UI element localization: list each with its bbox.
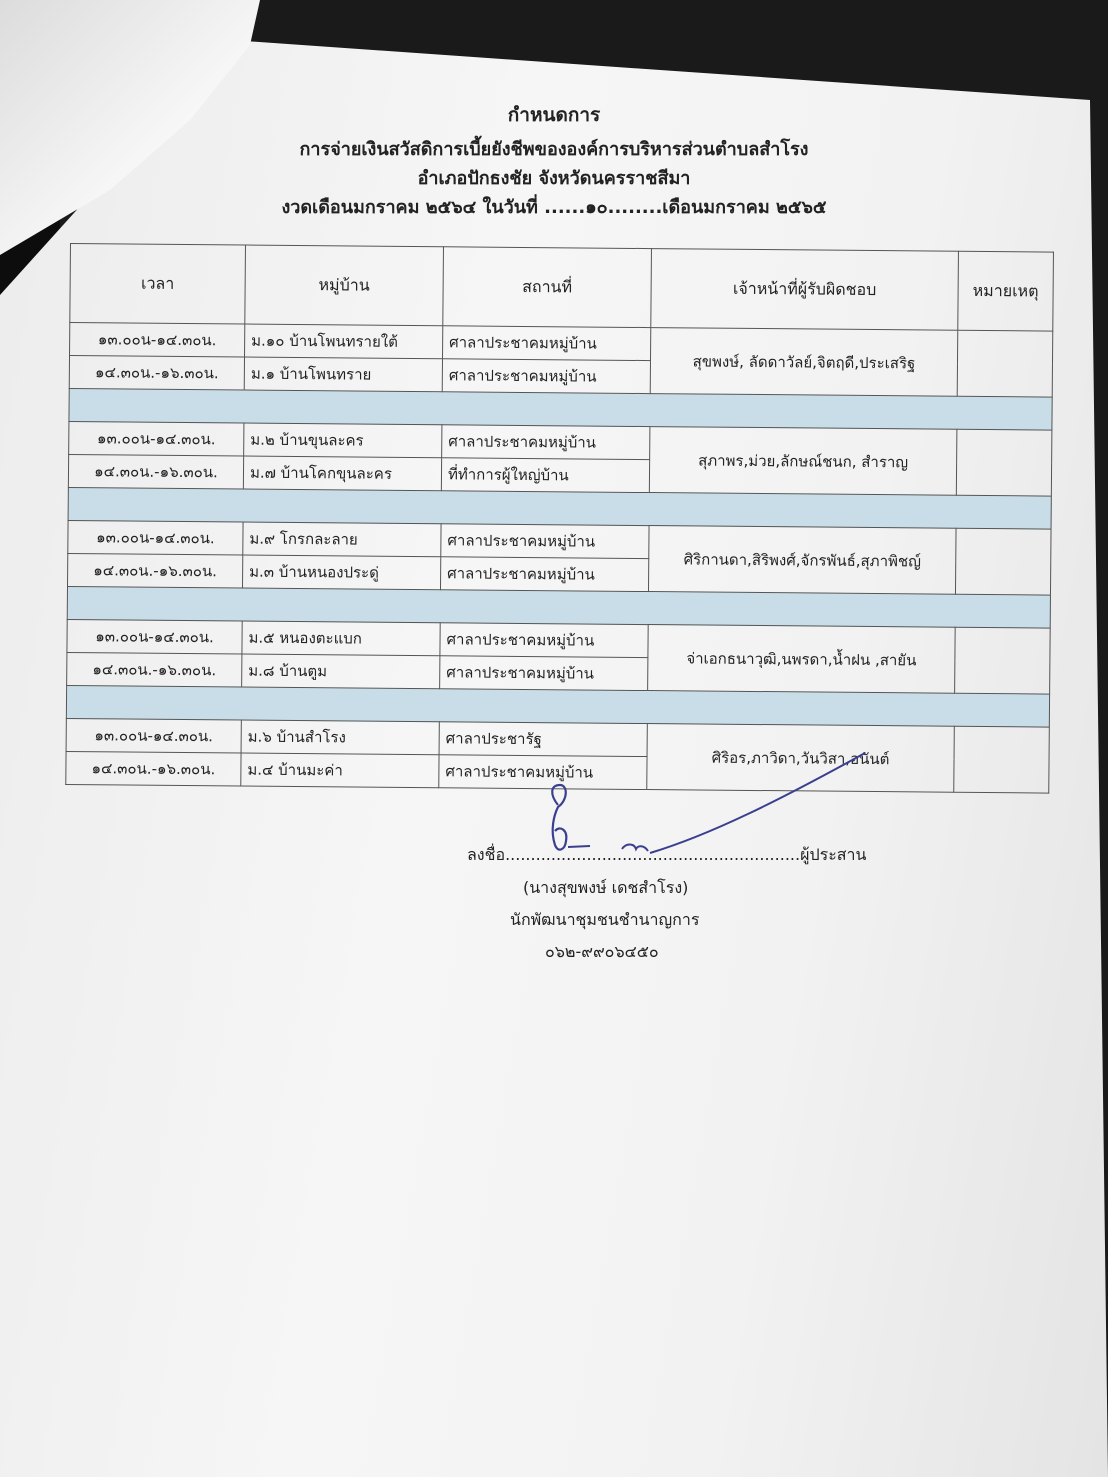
place-cell: ศาลาประชาคมหมู่บ้าน: [440, 656, 648, 691]
place-cell: ศาลาประชารัฐ: [439, 722, 647, 757]
staff-cell: ศิริอร,ภาวิดา,วันวิสา,อนันต์: [647, 724, 955, 793]
place-cell: ศาลาประชาคมหมู่บ้าน: [442, 359, 650, 394]
time-cell: ๑๓.๐๐น-๑๔.๓๐น.: [68, 520, 243, 555]
header-staff: เจ้าหน้าที่ผู้รับผิดชอบ: [651, 249, 959, 331]
staff-cell: ศิริกานดา,สิริพงศ์,จักรพันธ์,สุภาพิชญ์: [648, 526, 956, 595]
village-cell: ม.๗ บ้านโคกขุนละคร: [243, 456, 441, 491]
schedule-table: [65, 243, 1054, 794]
place-cell: ศาลาประชาคมหมู่บ้าน: [441, 524, 649, 559]
village-cell: ม.๕ หนองตะแบก: [242, 621, 440, 656]
village-cell: ม.๒ บ้านขุนละคร: [244, 423, 442, 458]
document-location: อำเภอปักธงชัย จังหวัดนครราชสีมา: [417, 168, 691, 189]
place-cell: ศาลาประชาคมหมู่บ้าน: [442, 425, 650, 460]
village-cell: ม.๘ บ้านตูม: [242, 654, 440, 689]
time-cell: ๑๓.๐๐น-๑๔.๓๐น.: [66, 718, 241, 753]
note-cell: [955, 627, 1051, 694]
note-cell: [954, 726, 1050, 793]
time-cell: ๑๔.๓๐น.-๑๖.๓๐น.: [68, 454, 243, 489]
place-cell: ศาลาประชาคมหมู่บ้าน: [440, 557, 648, 592]
time-cell: ๑๔.๓๐น.-๑๖.๓๐น.: [66, 751, 241, 786]
village-cell: ม.๓ บ้านหนองประดู่: [242, 555, 440, 590]
time-cell: ๑๓.๐๐น-๑๔.๓๐น.: [67, 619, 242, 654]
signer-phone: ๐๖๒-๙๙๐๖๔๕๐: [545, 942, 659, 961]
place-cell: ศาลาประชาคมหมู่บ้าน: [439, 755, 647, 790]
village-cell: ม.๑๐ บ้านโพนทรายใต้: [245, 324, 443, 359]
time-cell: ๑๔.๓๐น.-๑๖.๓๐น.: [69, 356, 244, 391]
note-cell: [957, 330, 1053, 397]
signature-line: ลงชื่อ..........................................................ผู้ประสาน: [467, 845, 867, 864]
signer-position: นักพัฒนาชุมชนชำนาญการ: [510, 910, 700, 929]
header-village: หมู่บ้าน: [245, 245, 444, 326]
place-cell: ศาลาประชาคมหมู่บ้าน: [440, 623, 648, 658]
table-header-row: [70, 244, 1054, 332]
header-note: หมายเหตุ: [958, 251, 1054, 331]
place-cell: ศาลาประชาคมหมู่บ้าน: [443, 326, 651, 361]
village-cell: ม.๖ บ้านสำโรง: [241, 720, 439, 755]
time-cell: ๑๓.๐๐น-๑๔.๓๐น.: [70, 323, 245, 358]
header-time: เวลา: [70, 244, 246, 325]
note-cell: [956, 429, 1052, 496]
note-cell: [955, 528, 1051, 595]
staff-cell: จ่าเอกธนาวุฒิ,นพรดา,น้ำฝน ,สายัน: [648, 625, 956, 694]
time-cell: ๑๔.๓๐น.-๑๖.๓๐น.: [67, 652, 242, 687]
village-cell: ม.๔ บ้านมะค่า: [241, 753, 439, 788]
document-title: กำหนดการ: [507, 104, 601, 126]
place-cell: ที่ทำการผู้ใหญ่บ้าน: [441, 458, 649, 493]
time-cell: ๑๔.๓๐น.-๑๖.๓๐น.: [68, 553, 243, 588]
time-cell: ๑๓.๐๐น-๑๔.๓๐น.: [69, 421, 244, 456]
village-cell: ม.๑ บ้านโพนทราย: [244, 357, 442, 392]
signer-name: (นางสุขพงษ์ เดชสำโรง): [523, 878, 689, 897]
document-subtitle: การจ่ายเงินสวัสดิการเบี้ยยังชีพขององค์การบริหารส่วนตำบลสำโรง: [299, 139, 809, 160]
staff-cell: สุขพงษ์, ลัดดาวัลย์,จิตฤดี,ประเสริฐ: [650, 328, 958, 397]
header-place: สถานที่: [443, 247, 652, 328]
village-cell: ม.๙ โกรกละลาย: [243, 522, 441, 557]
staff-cell: สุภาพร,ม่วย,ลักษณ์ชนก, สำราญ: [649, 427, 957, 496]
document-date: งวดเดือนมกราคม ๒๕๖๔ ในวันที่ ......๑๐........เดือนมกราคม ๒๕๖๕: [281, 197, 827, 218]
